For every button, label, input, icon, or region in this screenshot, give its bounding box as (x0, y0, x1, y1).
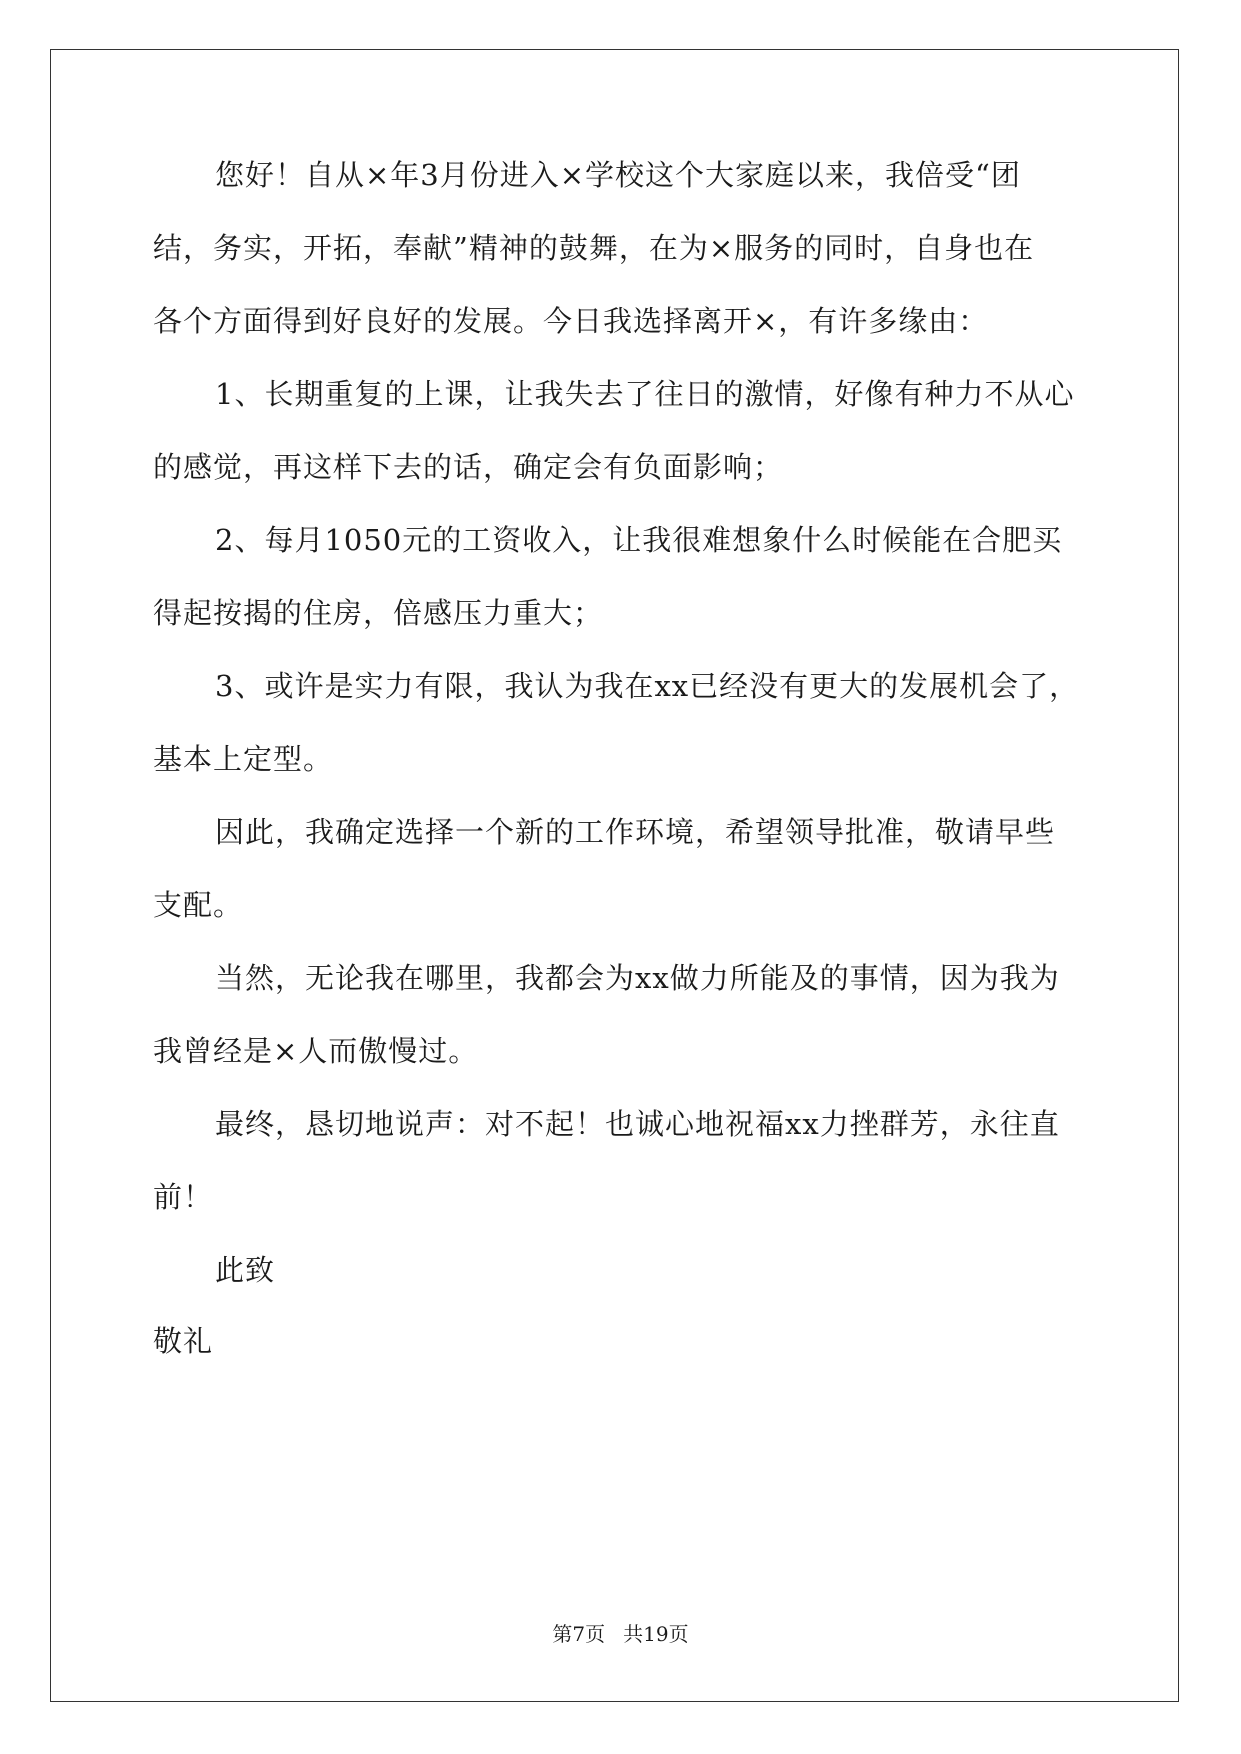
paragraph-line: 各个方面得到好良好的发展。今日我选择离开×，有许多缘由： (153, 304, 989, 338)
paragraph-line: 支配。 (153, 888, 244, 922)
page-number-total: 共19页 (623, 1622, 689, 1646)
paragraph-line: 我曾经是×人而傲慢过。 (153, 1034, 479, 1068)
paragraph-line: 基本上定型。 (153, 742, 334, 776)
paragraph-line: 最终，恳切地说声：对不起！也诚心地祝福xx力挫群芳，永往直 (215, 1107, 1060, 1141)
paragraph-line: 您好！自从×年3月份进入×学校这个大家庭以来，我倍受“团 (215, 158, 1021, 192)
page-footer (0, 1622, 1241, 1646)
paragraph-line: 前！ (153, 1180, 214, 1214)
paragraph-line: 因此，我确定选择一个新的工作环境，希望领导批准，敬请早些 (215, 815, 1056, 849)
paragraph-line: 当然，无论我在哪里，我都会为xx做力所能及的事情，因为我为 (215, 961, 1060, 995)
paragraph-line: 2、每月1050元的工资收入，让我很难想象什么时候能在合肥买 (215, 523, 1063, 557)
paragraph-line: 的感觉，再这样下去的话，确定会有负面影响； (153, 450, 784, 484)
paragraph-line: 得起按揭的住房，倍感压力重大； (153, 596, 604, 630)
closing-text: 此致 (215, 1253, 276, 1287)
paragraph-line: 结，务实，开拓，奉献”精神的鼓舞，在为×服务的同时，自身也在 (153, 231, 1035, 265)
paragraph-line: 3、或许是实力有限，我认为我在xx已经没有更大的发展机会了， (215, 669, 1080, 703)
page-border (50, 49, 1179, 1702)
paragraph-line: 1、长期重复的上课，让我失去了往日的激情，好像有种力不从心 (215, 377, 1075, 411)
page-number-current: 第7页 (552, 1622, 606, 1646)
salutation-text: 敬礼 (153, 1324, 214, 1358)
